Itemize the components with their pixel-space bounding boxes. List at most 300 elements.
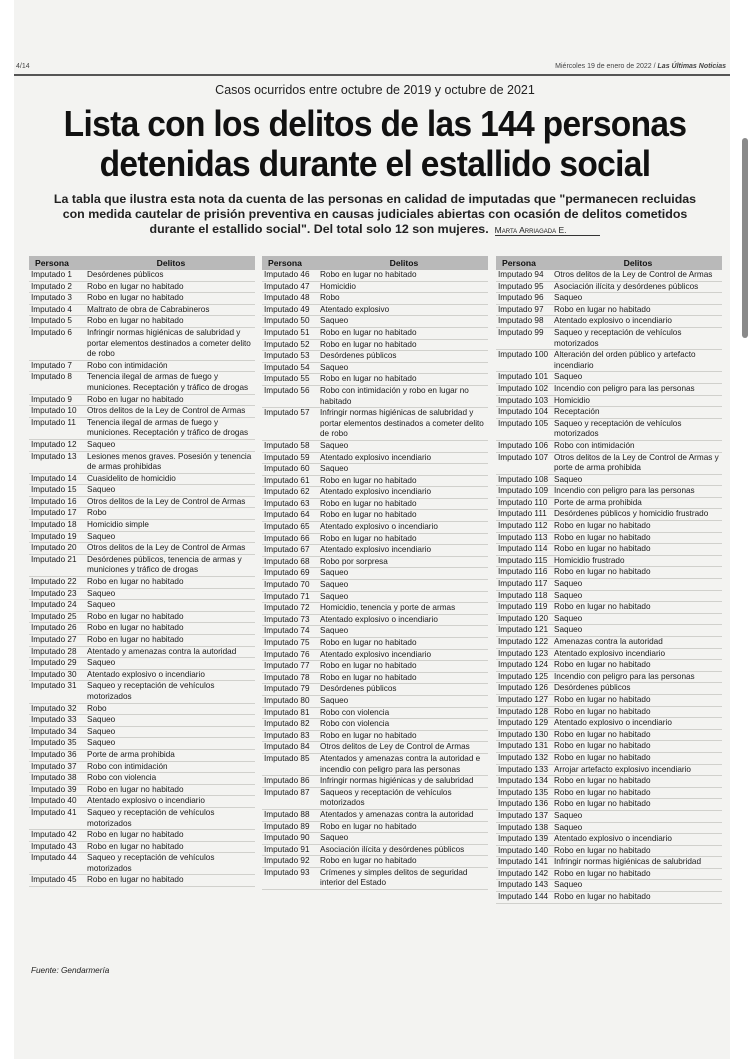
delitos-cell: Saqueo bbox=[87, 600, 116, 610]
delitos-cell: Atentado explosivo incendiario bbox=[320, 487, 432, 497]
table-row bbox=[496, 270, 722, 282]
persona-cell: Imputado 142 bbox=[498, 868, 549, 878]
persona-cell: Imputado 29 bbox=[31, 658, 77, 668]
persona-cell: Imputado 53 bbox=[264, 351, 310, 361]
persona-cell: Imputado 54 bbox=[264, 362, 310, 372]
delitos-cell: Robo en lugar no habitado bbox=[554, 776, 651, 786]
delitos-cell: Atentado explosivo o incendiario bbox=[554, 316, 672, 326]
header-persona: Persona bbox=[35, 258, 69, 268]
persona-cell: Imputado 136 bbox=[498, 799, 549, 809]
scrollbar[interactable] bbox=[742, 0, 748, 1059]
delitos-cell: Robo en lugar no habitado bbox=[320, 821, 417, 831]
table-row bbox=[262, 340, 488, 352]
persona-cell: Imputado 91 bbox=[264, 844, 310, 854]
delitos-cell: Alteración del orden público y artefacto incendiario bbox=[554, 350, 696, 370]
table-row bbox=[29, 727, 255, 739]
table-row bbox=[496, 591, 722, 603]
lead-text: La tabla que ilustra esta nota da cuenta de las personas en calidad de imputadas que "permanecen recluidas con medida cautelar de prisión preventiva en causas judiciales abiertas con ocasión de delitos cometidos durante el estallido social". Del total solo 12 son mujeres. bbox=[53, 192, 697, 237]
table-row bbox=[29, 577, 255, 589]
table-row bbox=[496, 579, 722, 591]
delitos-cell: Otros delitos de la Ley de Control de Armas bbox=[554, 270, 713, 279]
table-row bbox=[262, 510, 488, 522]
table-row bbox=[262, 673, 488, 685]
table-row bbox=[262, 603, 488, 615]
persona-cell: Imputado 123 bbox=[498, 648, 549, 658]
table-row bbox=[496, 567, 722, 579]
delitos-cell: Saqueo bbox=[554, 474, 583, 484]
persona-cell: Imputado 76 bbox=[264, 649, 310, 659]
persona-cell: Imputado 9 bbox=[31, 394, 72, 404]
delitos-cell: Amenazas contra la autoridad bbox=[554, 637, 663, 646]
table-row bbox=[29, 485, 255, 497]
delitos-cell: Robo en lugar no habitado bbox=[87, 577, 184, 587]
delitos-cell: Robo en lugar no habitado bbox=[320, 339, 417, 349]
table-row bbox=[29, 830, 255, 842]
persona-cell: Imputado 89 bbox=[264, 821, 310, 831]
table-row bbox=[262, 522, 488, 534]
delitos-cell: Robo en lugar no habitado bbox=[87, 611, 184, 621]
delitos-cell: Robo en lugar no habitado bbox=[554, 752, 651, 762]
persona-cell: Imputado 83 bbox=[264, 730, 310, 740]
table-row bbox=[29, 842, 255, 854]
table-row bbox=[496, 384, 722, 396]
table-row bbox=[496, 372, 722, 384]
table-row bbox=[262, 810, 488, 822]
table-row bbox=[29, 270, 255, 282]
table-row bbox=[262, 464, 488, 476]
table-row bbox=[262, 453, 488, 465]
delitos-cell: Saqueo bbox=[320, 464, 349, 474]
header-delitos: Delitos bbox=[156, 258, 186, 268]
delitos-cell: Robo con violencia bbox=[320, 707, 390, 717]
persona-cell: Imputado 6 bbox=[31, 327, 72, 337]
persona-cell: Imputado 121 bbox=[498, 625, 549, 635]
persona-cell: Imputado 85 bbox=[264, 753, 310, 763]
table-row bbox=[29, 623, 255, 635]
table-row bbox=[29, 647, 255, 659]
table-row bbox=[29, 681, 255, 703]
persona-cell: Imputado 11 bbox=[31, 417, 76, 427]
persona-cell: Imputado 90 bbox=[264, 833, 310, 843]
delitos-cell: Crímenes y simples delitos de seguridad interior del Estado bbox=[320, 867, 468, 888]
delitos-cell: Robo en lugar no habitado bbox=[87, 394, 184, 404]
page-number: 4/14 bbox=[16, 63, 30, 70]
delitos-cell: Homicidio frustrado bbox=[554, 555, 625, 565]
delitos-cell: Robo en lugar no habitado bbox=[554, 694, 651, 704]
delitos-cell: Robo en lugar no habitado bbox=[320, 856, 417, 866]
delitos-cell: Saqueo bbox=[320, 440, 349, 450]
delitos-cell: Asociación ilícita y desórdenes públicos bbox=[320, 844, 465, 854]
persona-cell: Imputado 103 bbox=[498, 395, 549, 405]
table-row bbox=[496, 649, 722, 661]
delitos-cell: Robo en lugar no habitado bbox=[320, 661, 417, 671]
table-row bbox=[262, 776, 488, 788]
delitos-cell: Asociación ilícita y desórdenes públicos bbox=[554, 281, 699, 291]
persona-cell: Imputado 93 bbox=[264, 867, 310, 877]
table-row bbox=[262, 650, 488, 662]
persona-cell: Imputado 73 bbox=[264, 614, 310, 624]
persona-cell: Imputado 30 bbox=[31, 669, 77, 679]
persona-cell: Imputado 51 bbox=[264, 327, 310, 337]
table-row bbox=[29, 853, 255, 875]
delitos-cell: Robo en lugar no habitado bbox=[320, 475, 417, 485]
table-header bbox=[262, 256, 488, 270]
persona-cell: Imputado 124 bbox=[498, 660, 549, 670]
persona-cell: Imputado 114 bbox=[498, 544, 548, 554]
table-row bbox=[496, 776, 722, 788]
headline bbox=[54, 104, 696, 184]
headline-line-2: detenidas durante el estallido social bbox=[99, 143, 651, 184]
delitos-cell: Desórdenes públicos bbox=[554, 683, 631, 693]
table-row bbox=[496, 282, 722, 294]
persona-cell: Imputado 4 bbox=[31, 304, 72, 314]
table-row bbox=[29, 715, 255, 727]
persona-cell: Imputado 94 bbox=[498, 270, 544, 279]
delitos-cell: Saqueo bbox=[554, 293, 583, 303]
delitos-cell: Saqueo bbox=[320, 833, 349, 843]
table-row bbox=[29, 305, 255, 317]
delitos-cell: Desórdenes públicos, tenencia de armas y municiones y tráfico de drogas bbox=[87, 554, 242, 575]
delitos-cell: Robo en lugar no habitado bbox=[554, 741, 651, 751]
persona-cell: Imputado 21 bbox=[31, 554, 77, 564]
persona-cell: Imputado 62 bbox=[264, 487, 310, 497]
header-persona: Persona bbox=[268, 258, 302, 268]
table-row bbox=[29, 773, 255, 785]
persona-cell: Imputado 133 bbox=[498, 764, 549, 774]
delitos-cell: Receptación bbox=[554, 407, 600, 417]
persona-cell: Imputado 64 bbox=[264, 510, 310, 520]
persona-cell: Imputado 75 bbox=[264, 638, 310, 647]
delitos-cell: Saqueo bbox=[87, 588, 116, 598]
delitos-cell: Atentado explosivo incendiario bbox=[554, 648, 666, 658]
persona-cell: Imputado 13 bbox=[31, 451, 77, 461]
persona-cell: Imputado 110 bbox=[498, 497, 548, 507]
delitos-cell: Saqueo y receptación de vehículos motorizados bbox=[87, 853, 215, 873]
delitos-cell: Atentado explosivo incendiario bbox=[320, 545, 432, 555]
persona-cell: Imputado 71 bbox=[264, 591, 310, 601]
table-column-3 bbox=[496, 256, 722, 904]
persona-cell: Imputado 66 bbox=[264, 533, 310, 543]
persona-cell: Imputado 102 bbox=[498, 383, 549, 393]
table-row bbox=[262, 545, 488, 557]
table-row bbox=[496, 625, 722, 637]
delitos-cell: Robo en lugar no habitado bbox=[320, 730, 417, 740]
persona-cell: Imputado 115 bbox=[498, 555, 548, 565]
table-row bbox=[496, 765, 722, 777]
folio-date-text: Miércoles 19 de enero de 2022 bbox=[555, 63, 652, 70]
delitos-cell: Infringir normas higiénicas de salubridad bbox=[554, 857, 701, 867]
lead-paragraph bbox=[50, 192, 700, 239]
table-row bbox=[262, 476, 488, 488]
delitos-cell: Saqueo bbox=[554, 579, 583, 589]
scrollbar-thumb[interactable] bbox=[742, 138, 748, 338]
delitos-cell: Otros delitos de la Ley de Control de Armas bbox=[87, 543, 246, 553]
persona-cell: Imputado 139 bbox=[498, 834, 549, 844]
delitos-cell: Saqueo bbox=[320, 568, 349, 578]
persona-cell: Imputado 119 bbox=[498, 602, 548, 612]
persona-cell: Imputado 128 bbox=[498, 706, 549, 716]
persona-cell: Imputado 122 bbox=[498, 637, 549, 646]
delitos-cell: Robo en lugar no habitado bbox=[554, 706, 651, 716]
header-delitos: Delitos bbox=[389, 258, 419, 268]
table-row bbox=[29, 532, 255, 544]
delitos-cell: Atentados y amenazas contra la autoridad bbox=[320, 809, 474, 819]
persona-cell: Imputado 67 bbox=[264, 545, 310, 555]
table-row bbox=[29, 750, 255, 762]
delitos-cell: Robo en lugar no habitado bbox=[320, 270, 417, 279]
table-row bbox=[262, 684, 488, 696]
persona-cell: Imputado 44 bbox=[31, 853, 77, 863]
table-row bbox=[262, 363, 488, 375]
delitos-cell: Atentado explosivo o incendiario bbox=[320, 614, 438, 624]
delitos-cell: Robo en lugar no habitado bbox=[554, 660, 651, 670]
kicker: Casos ocurridos entre octubre de 2019 y octubre de 2021 bbox=[215, 83, 535, 97]
table-row bbox=[262, 719, 488, 731]
delitos-cell: Desórdenes públicos bbox=[87, 270, 164, 279]
table-row bbox=[496, 533, 722, 545]
delitos-cell: Robo en lugar no habitado bbox=[554, 304, 651, 314]
table-body bbox=[29, 270, 255, 887]
persona-cell: Imputado 27 bbox=[31, 635, 77, 644]
delitos-cell: Otros delitos de la Ley de Control de Armas bbox=[87, 406, 246, 416]
persona-cell: Imputado 95 bbox=[498, 281, 544, 291]
persona-cell: Imputado 138 bbox=[498, 822, 549, 832]
delitos-cell: Cuasidelito de homicidio bbox=[87, 473, 176, 483]
delitos-cell: Atentado explosivo o incendiario bbox=[87, 796, 205, 806]
delitos-cell: Saqueo y receptación de vehículos motorizados bbox=[87, 807, 215, 828]
delitos-cell: Porte de arma prohibida bbox=[554, 497, 642, 507]
delitos-cell: Atentado explosivo o incendiario bbox=[320, 522, 438, 532]
table-row bbox=[496, 857, 722, 869]
persona-cell: Imputado 137 bbox=[498, 810, 549, 820]
persona-cell: Imputado 141 bbox=[498, 857, 549, 867]
delitos-cell: Saqueo bbox=[554, 372, 583, 382]
delitos-cell: Robo en lugar no habitado bbox=[320, 533, 417, 543]
persona-cell: Imputado 143 bbox=[498, 880, 549, 890]
table-row bbox=[29, 658, 255, 670]
table-row bbox=[29, 738, 255, 750]
table-row bbox=[496, 556, 722, 568]
persona-cell: Imputado 28 bbox=[31, 646, 77, 656]
table-row bbox=[29, 808, 255, 830]
delitos-cell: Homicidio, tenencia y porte de armas bbox=[320, 603, 456, 613]
persona-cell: Imputado 125 bbox=[498, 671, 549, 681]
delitos-cell: Robo en lugar no habitado bbox=[554, 521, 651, 531]
table-row bbox=[29, 670, 255, 682]
delitos-cell: Lesiones menos graves. Posesión y tenencia de armas prohibidas bbox=[87, 451, 252, 472]
table-row bbox=[262, 626, 488, 638]
persona-cell: Imputado 86 bbox=[264, 776, 310, 786]
table-row bbox=[29, 543, 255, 555]
delitos-cell: Robo en lugar no habitado bbox=[554, 787, 651, 797]
delitos-cell: Saqueo bbox=[554, 822, 583, 832]
table-row bbox=[29, 440, 255, 452]
delitos-cell: Robo bbox=[320, 293, 340, 303]
delitos-cell: Atentados y amenazas contra la autoridad e incendio con peligro para las personas bbox=[320, 753, 481, 774]
persona-cell: Imputado 101 bbox=[498, 372, 549, 382]
table-row bbox=[496, 695, 722, 707]
delitos-cell: Saqueo bbox=[554, 613, 583, 623]
delitos-cell: Homicidio simple bbox=[87, 520, 149, 530]
persona-cell: Imputado 57 bbox=[264, 408, 310, 418]
persona-cell: Imputado 31 bbox=[31, 681, 77, 691]
table-row bbox=[262, 696, 488, 708]
folio-date: Miércoles 19 de enero de 2022 / Las Últimas Noticias bbox=[555, 63, 726, 70]
delitos-cell: Otros delitos de la Ley de Control de Armas bbox=[87, 496, 246, 506]
delitos-cell: Otros delitos de la Ley de Control de Armas y porte de arma prohibida bbox=[554, 452, 719, 473]
delitos-cell: Saqueo bbox=[554, 625, 583, 635]
persona-cell: Imputado 126 bbox=[498, 683, 549, 693]
table-row bbox=[262, 868, 488, 890]
table-row bbox=[496, 521, 722, 533]
delitos-cell: Robo en lugar no habitado bbox=[87, 784, 184, 794]
delitos-cell: Robo en lugar no habitado bbox=[320, 638, 417, 647]
delitos-cell: Atentado explosivo o incendiario bbox=[554, 718, 672, 728]
table-row bbox=[496, 453, 722, 475]
newspaper-name: Las Últimas Noticias bbox=[657, 63, 726, 70]
delitos-cell: Robo en lugar no habitado bbox=[554, 868, 651, 878]
table-row bbox=[29, 395, 255, 407]
persona-cell: Imputado 18 bbox=[31, 520, 77, 530]
delitos-cell: Robo en lugar no habitado bbox=[554, 799, 651, 809]
delitos-cell: Robo en lugar no habitado bbox=[554, 892, 651, 902]
table-row bbox=[496, 753, 722, 765]
persona-cell: Imputado 60 bbox=[264, 464, 310, 474]
persona-cell: Imputado 116 bbox=[498, 567, 548, 577]
persona-cell: Imputado 127 bbox=[498, 694, 549, 704]
table-row bbox=[496, 509, 722, 521]
delitos-cell: Robo con intimidación bbox=[87, 761, 168, 771]
delitos-cell: Saqueo bbox=[320, 316, 349, 326]
table-row bbox=[29, 600, 255, 612]
table-row bbox=[262, 731, 488, 743]
persona-cell: Imputado 144 bbox=[498, 892, 549, 902]
source-note: Fuente: Gendarmería bbox=[31, 966, 110, 975]
persona-cell: Imputado 33 bbox=[31, 715, 77, 725]
persona-cell: Imputado 59 bbox=[264, 452, 310, 462]
delitos-cell: Robo con intimidación bbox=[87, 360, 168, 370]
persona-cell: Imputado 82 bbox=[264, 719, 310, 729]
persona-cell: Imputado 20 bbox=[31, 543, 77, 553]
persona-cell: Imputado 8 bbox=[31, 372, 72, 382]
table-row bbox=[262, 661, 488, 673]
delitos-cell: Saqueo bbox=[87, 439, 116, 449]
delitos-cell: Robo en lugar no habitado bbox=[554, 602, 651, 612]
table-row bbox=[262, 386, 488, 408]
delitos-cell: Robo bbox=[87, 703, 107, 713]
delitos-cell: Robo en lugar no habitado bbox=[554, 532, 651, 542]
table-row bbox=[262, 408, 488, 441]
table-row bbox=[262, 580, 488, 592]
table-row bbox=[262, 754, 488, 776]
delitos-cell: Atentado y amenazas contra la autoridad bbox=[87, 646, 237, 656]
table-row bbox=[262, 845, 488, 857]
table-row bbox=[29, 635, 255, 647]
delitos-cell: Robo en lugar no habitado bbox=[320, 374, 417, 384]
delitos-cell: Robo en lugar no habitado bbox=[87, 316, 184, 326]
persona-cell: Imputado 56 bbox=[264, 385, 310, 395]
delitos-cell: Robo con intimidación y robo en lugar no habitado bbox=[320, 385, 469, 406]
persona-cell: Imputado 81 bbox=[264, 707, 310, 717]
table-row bbox=[29, 328, 255, 361]
delitos-cell: Saqueo bbox=[87, 531, 116, 541]
delitos-cell: Robo en lugar no habitado bbox=[87, 830, 184, 840]
delitos-cell: Saqueos y receptación de vehículos motorizados bbox=[320, 787, 452, 808]
table-row bbox=[496, 544, 722, 556]
persona-cell: Imputado 65 bbox=[264, 522, 310, 532]
table-row bbox=[262, 742, 488, 754]
delitos-cell: Infringir normas higiénicas de salubridad y portar elementos destinados a cometer delito de robo bbox=[320, 408, 484, 439]
table-row bbox=[496, 328, 722, 350]
table-row bbox=[262, 534, 488, 546]
table-row bbox=[29, 316, 255, 328]
persona-cell: Imputado 32 bbox=[31, 703, 77, 713]
header-persona: Persona bbox=[502, 258, 536, 268]
persona-cell: Imputado 79 bbox=[264, 684, 310, 694]
table-row bbox=[496, 683, 722, 695]
table-row bbox=[29, 452, 255, 474]
table-row bbox=[29, 704, 255, 716]
table-row bbox=[29, 796, 255, 808]
persona-cell: Imputado 34 bbox=[31, 726, 77, 736]
table-row bbox=[29, 418, 255, 440]
persona-cell: Imputado 14 bbox=[31, 473, 77, 483]
table-row bbox=[496, 305, 722, 317]
table-row bbox=[262, 615, 488, 627]
persona-cell: Imputado 1 bbox=[31, 270, 72, 279]
persona-cell: Imputado 23 bbox=[31, 588, 77, 598]
table-row bbox=[262, 316, 488, 328]
persona-cell: Imputado 15 bbox=[31, 485, 77, 495]
persona-cell: Imputado 130 bbox=[498, 729, 549, 739]
delitos-cell: Saqueo bbox=[320, 362, 349, 372]
persona-cell: Imputado 37 bbox=[31, 761, 77, 771]
delitos-cell: Robo en lugar no habitado bbox=[87, 281, 184, 291]
table-row bbox=[262, 822, 488, 834]
persona-cell: Imputado 140 bbox=[498, 845, 549, 855]
table-row bbox=[496, 730, 722, 742]
table-row bbox=[262, 708, 488, 720]
delitos-cell: Robo en lugar no habitado bbox=[320, 510, 417, 520]
delitos-cell: Saqueo bbox=[87, 726, 116, 736]
persona-cell: Imputado 88 bbox=[264, 809, 310, 819]
table-row bbox=[29, 293, 255, 305]
table-row bbox=[29, 612, 255, 624]
delitos-cell: Incendio con peligro para las personas bbox=[554, 383, 695, 393]
delitos-cell: Robo bbox=[87, 508, 107, 518]
delitos-cell: Robo en lugar no habitado bbox=[87, 841, 184, 851]
delitos-cell: Incendio con peligro para las personas bbox=[554, 671, 695, 681]
table-row bbox=[262, 305, 488, 317]
table-row bbox=[496, 419, 722, 441]
persona-cell: Imputado 12 bbox=[31, 439, 77, 449]
delitos-cell: Tenencia ilegal de armas de fuego y municiones. Receptación y tráfico de drogas bbox=[87, 417, 249, 438]
persona-cell: Imputado 19 bbox=[31, 531, 77, 541]
persona-cell: Imputado 25 bbox=[31, 611, 77, 621]
table-row bbox=[29, 762, 255, 774]
persona-cell: Imputado 120 bbox=[498, 613, 549, 623]
persona-cell: Imputado 78 bbox=[264, 672, 310, 682]
table-row bbox=[496, 672, 722, 684]
persona-cell: Imputado 55 bbox=[264, 374, 310, 384]
persona-cell: Imputado 132 bbox=[498, 752, 549, 762]
table-row bbox=[496, 846, 722, 858]
table-row bbox=[496, 407, 722, 419]
delitos-cell: Robo en lugar no habitado bbox=[554, 845, 651, 855]
table-header bbox=[29, 256, 255, 270]
delitos-cell: Atentado explosivo bbox=[320, 304, 390, 314]
table-row bbox=[496, 441, 722, 453]
